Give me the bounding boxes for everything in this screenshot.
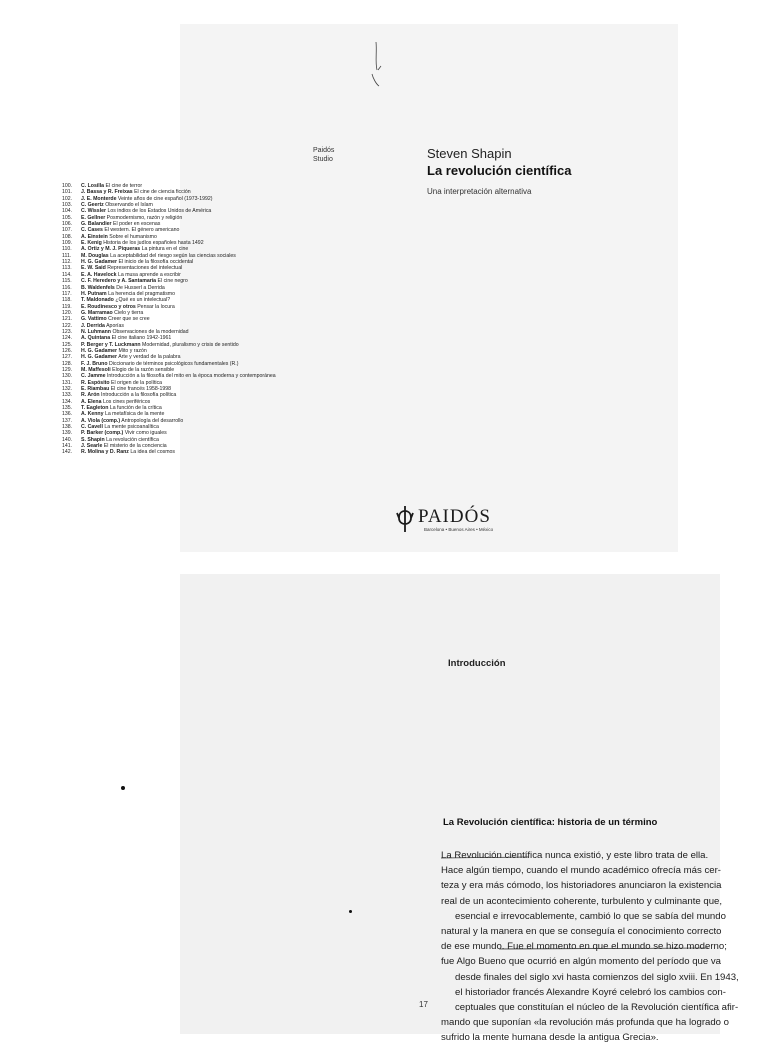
catalog-number: 125.: [62, 341, 73, 348]
catalog-title: La pintura en el cine: [141, 246, 189, 253]
catalog-title: La revolución científica: [106, 436, 159, 443]
catalog-author: T. Maldonado: [81, 297, 114, 304]
text-line: natural y la manera en que se conseguía el conocimiento correcto: [441, 926, 722, 938]
catalog-author: C. Geertz: [81, 202, 104, 209]
catalog-title: Observando el Islam: [105, 202, 153, 209]
catalog-number: 124.: [62, 335, 73, 342]
catalog-author: H. G. Gadamer: [81, 347, 118, 354]
catalog-author: E. Riambau: [81, 386, 110, 392]
catalog-author: E. Roudinesco y otros: [81, 303, 136, 310]
catalog-number: 107.: [62, 227, 73, 234]
catalog-author: C. Cavell: [81, 424, 103, 431]
catalog-author: C. Losilla: [81, 183, 105, 189]
catalog-number: 115.: [62, 278, 72, 285]
text-line: fue Algo Bueno que ocurrió en algún momento del período que va: [441, 956, 722, 968]
catalog-number: 111.: [62, 252, 72, 259]
catalog-author: E. W. Said: [81, 265, 106, 272]
catalog-number: 110.: [62, 246, 72, 253]
catalog-author: S. Shapin: [81, 436, 105, 443]
catalog-title: La musa aprende a escribir: [118, 271, 181, 278]
catalog-title: El cine de terror: [105, 183, 143, 189]
catalog-title: El inicio de la filosofía occidental: [118, 259, 194, 266]
catalog-number: 126.: [62, 347, 73, 354]
catalog-number: 139.: [62, 430, 73, 437]
catalog-title: Posmodernismo, razón y religión: [106, 214, 183, 221]
catalog-author: H. G. Gadamer: [81, 354, 118, 361]
catalog-title: El western. El género americano: [104, 227, 180, 234]
catalog-title: La función de la crítica: [109, 405, 162, 412]
catalog-title: Cielo y tierra: [114, 309, 144, 316]
catalog-title: El misterio de la conciencia: [103, 443, 167, 450]
catalog-author: T. Eagleton: [81, 405, 109, 412]
catalog-number: 121.: [62, 316, 73, 323]
chapter-title: Introducción: [448, 658, 506, 669]
catalog-title: La mente psicoanalítica: [104, 424, 159, 431]
catalog-number: 108.: [62, 233, 73, 240]
catalog-author: C. Cases: [81, 227, 103, 234]
catalog-title: Introducción a la filosofía política: [101, 392, 177, 399]
catalog-author: F. J. Bruno: [81, 360, 108, 367]
section-heading: La Revolución científica: historia de un término: [443, 817, 658, 828]
catalog-author: E. A. Havelock: [81, 271, 117, 278]
catalog-title: El cine negro: [157, 278, 188, 285]
catalog-title: Aporías: [106, 322, 124, 329]
book-author: Steven Shapin: [427, 146, 512, 161]
catalog-author: C. Wissler: [81, 208, 107, 215]
catalog-title: El cine de ciencia ficción: [134, 189, 191, 196]
catalog-number: 135.: [62, 405, 73, 412]
catalog-title: Representaciones del intelectual: [107, 265, 183, 272]
catalog-number: 136.: [62, 411, 73, 418]
catalog-number: 106.: [62, 221, 73, 228]
catalog-author: C. F. Heredero y A. Santamaría: [81, 278, 157, 285]
catalog-title: Observaciones de la modernidad: [112, 328, 189, 335]
catalog-author: A. Elena: [81, 398, 102, 405]
catalog-number: 114.: [62, 271, 72, 278]
catalog-author: P. Berger y T. Luckmann: [81, 341, 141, 348]
catalog-author: M. Douglas: [81, 252, 109, 259]
catalog-title: El origen de la política: [111, 379, 163, 386]
publisher-name: PAIDÓS: [418, 506, 491, 527]
catalog-number: 103.: [62, 202, 73, 209]
catalog-title: Introducción a la filosofía del mito en la época moderna y contemporánea: [106, 373, 276, 380]
catalog-number: 140.: [62, 436, 73, 443]
text-line: teza y era más cómodo, los historiadores anunciaron la existencia: [441, 880, 722, 892]
catalog-title: Pensar la locura: [137, 303, 175, 310]
catalog-title: De Husserl a Derrida: [116, 284, 165, 291]
catalog-title: Diccionario de términos psicológicos fundamentales (R.): [108, 360, 239, 367]
catalog-number: 132.: [62, 386, 73, 392]
series-collection: Studio: [313, 156, 333, 163]
catalog-title: Los cines periféricos: [102, 398, 151, 405]
catalog-author: A. Einstein: [81, 233, 108, 240]
catalog-title: Veinte años de cine español (1973-1992): [117, 195, 213, 202]
text-line: real de un acontecimiento coherente, turbulento y culminante que,: [441, 895, 723, 907]
text-line: mando que suponían «la revolución más profunda que ha logrado o: [441, 1017, 730, 1029]
catalog-author: R. Molina y D. Ranz: [81, 449, 129, 456]
catalog-author: G. Marramao: [81, 309, 113, 316]
catalog-number: 134.: [62, 398, 73, 405]
catalog-title: Modernidad, pluralismo y crisis de sentido: [142, 341, 239, 348]
catalog-number: 112.: [62, 259, 72, 266]
catalog-number: 101.: [62, 189, 73, 196]
catalog-number: 130.: [62, 373, 73, 380]
catalog-number: 123.: [62, 328, 73, 335]
catalog-number: 137.: [62, 417, 73, 424]
catalog-number: 119.: [62, 303, 72, 310]
catalog-author: A. Ortiz y M. J. Piqueras: [81, 246, 141, 253]
catalog-author: B. Waldenfels: [81, 284, 115, 291]
text-line: La Revolución científica nunca existió, y este libro trata de ella.: [441, 850, 709, 861]
catalog-author: H. Putnam: [81, 290, 107, 297]
catalog-author: E. Kenig: [81, 240, 102, 247]
catalog-title: Sobre el humanismo: [109, 233, 157, 240]
catalog-author: N. Luhmann: [81, 328, 111, 335]
catalog-author: J. Derrida: [81, 322, 105, 329]
catalog-author: A. Quintana: [81, 335, 111, 342]
catalog-number: 105.: [62, 214, 73, 221]
catalog-title: El poder en escenas: [113, 221, 161, 228]
catalog-title: Mito y razón: [118, 347, 147, 354]
catalog-title: La aceptabilidad del riesgo según las ciencias sociales: [110, 252, 236, 259]
catalog-number: 113.: [62, 265, 72, 272]
catalog-title: Historia de los judíos españoles hasta 1492: [103, 240, 204, 247]
catalog-author: G. Balandier: [81, 221, 112, 228]
catalog-number: 120.: [62, 309, 73, 316]
publisher-cities: Barcelona • Buenos Aires • México: [424, 527, 494, 532]
catalog-title: Arte y verdad de la palabra: [118, 354, 181, 361]
catalog-number: 127.: [62, 354, 73, 361]
catalog-title: Vivir como iguales: [124, 430, 167, 437]
catalog-title: ¿Qué es un intelectual?: [115, 297, 171, 304]
series-name: Paidós: [313, 147, 335, 154]
text-line: desde finales del siglo xvi hasta comienzos del siglo xviii. En 1943,: [455, 971, 739, 983]
book-title: La revolución científica: [427, 163, 572, 178]
catalog-author: M. Maffesoli: [81, 366, 111, 373]
catalog-author: R. Arón: [81, 392, 100, 399]
catalog-number: 100.: [62, 183, 73, 189]
catalog-number: 128.: [62, 360, 73, 367]
catalog-number: 133.: [62, 392, 73, 399]
catalog-number: 131.: [62, 379, 73, 386]
catalog-number: 141.: [62, 443, 73, 450]
catalog-author: J. Searle: [81, 443, 103, 450]
catalog-author: A. Viola (comp.): [81, 417, 121, 424]
text-line: de ese mundo. Fue el momento en que el mundo se hizo moderno;: [441, 941, 727, 953]
catalog-title: Elogio de la razón sensible: [112, 366, 175, 373]
catalog-number: 122.: [62, 322, 73, 329]
catalog-author: P. Barker (comp.): [81, 430, 124, 437]
catalog-number: 104.: [62, 208, 73, 215]
catalog-author: J. Bassa y R. Freixas: [81, 189, 133, 196]
catalog-number: 138.: [62, 424, 73, 431]
catalog-number: 142.: [62, 449, 73, 456]
catalog-title: Creer que se cree: [108, 316, 150, 323]
catalog-number: 129.: [62, 366, 73, 373]
catalog-title: Antropología del desarrollo: [121, 417, 184, 424]
catalog-title: La idea del cosmos: [130, 449, 176, 456]
text-line: el historiador francés Alexandre Koyré celebró los cambios con-: [455, 986, 726, 998]
book-subtitle: Una interpretación alternativa: [427, 187, 532, 196]
text-line: sufrido la mente humana desde la antigua Grecia».: [441, 1032, 659, 1044]
catalog-author: H. G. Gadamer: [81, 259, 118, 266]
text-line: ceptuales que constituían el núcleo de la Revolución científica afir-: [455, 1002, 739, 1014]
catalog-author: J. E. Monterde: [81, 195, 117, 202]
catalog-author: R. Espósito: [81, 379, 110, 386]
catalog-number: 102.: [62, 195, 73, 202]
catalog-author: A. Kenny: [81, 411, 104, 418]
text-line: esencial e irrevocablemente, cambió lo que se sabía del mundo: [455, 910, 726, 922]
catalog-number: 117.: [62, 290, 72, 297]
catalog-title: La herencia del pragmatismo: [108, 290, 176, 297]
catalog-number: 118.: [62, 297, 72, 304]
text-line: Hace algún tiempo, cuando el mundo académico ofrecía más cer-: [441, 865, 721, 877]
catalog-author: C. Jamme: [81, 373, 106, 380]
catalog-title: La metafísica de la mente: [104, 411, 165, 418]
catalog-title: Los indios de los Estados Unidos de América: [107, 208, 212, 215]
catalog-number: 116.: [62, 284, 72, 291]
catalog-author: E. Gellner: [81, 214, 106, 221]
catalog-title: El cine francés 1958-1998: [110, 386, 171, 392]
page-number: 17: [419, 1000, 428, 1009]
catalog-author: G. Vattimo: [81, 316, 107, 323]
catalog-number: 109.: [62, 240, 73, 247]
catalog-title: El cine italiano 1942-1961: [111, 335, 172, 342]
